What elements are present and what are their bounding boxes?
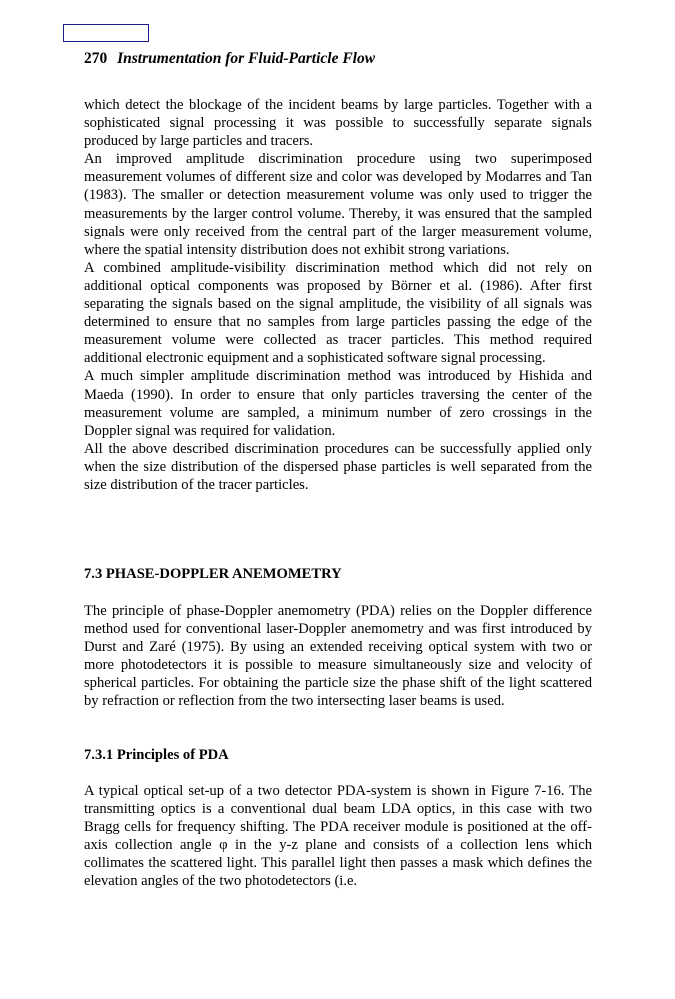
- text-block-discrimination: [84, 96, 592, 494]
- section-heading: 7.3 PHASE-DOPPLER ANEMOMETRY: [84, 566, 342, 582]
- text-block-pda-intro: [84, 602, 592, 711]
- paragraph: A typical optical set-up of a two detector PDA-system is shown in Figure 7-16. The transmitting optics is a conventional dual beam LDA optics, in this case with two Bragg cells for frequency shifting. The PDA receiver module is positioned at the off-axis collection angle φ in the y-z plane and consists of a collection lens which collimates the scattered light. This parallel light then passes a mask which defines the elevation angles of the two photodetectors (i.e.: [84, 783, 592, 890]
- subsection-heading: 7.3.1 Principles of PDA: [84, 747, 229, 763]
- page-number: 270: [84, 50, 108, 67]
- book-title: Instrumentation for Fluid-Particle Flow: [117, 50, 376, 67]
- running-header: [84, 50, 375, 68]
- paragraph: All the above described discrimination procedures can be successfully applied only when the size distribution of the dispersed phase particles is well separated from the size distribution of the tracer particles.: [84, 440, 592, 493]
- paragraph: A combined amplitude-visibility discrimination method which did not rely on additional optical components was proposed by Börner et al. (1986). After first separating the signals based on the signal amplitude, the visibility of all signals was determined to ensure that no samples from large particles passing the edge of the measurement volume were collected as tracer particles. This method required additional electronic equipment and a sophisticated software signal processing.: [84, 259, 592, 367]
- paragraph: A much simpler amplitude discrimination method was introduced by Hishida and Maeda (1990). In order to ensure that only particles traversing the center of the measurement volume are sampled, a minimum number of zero crossings in the Doppler signal was required for validation.: [84, 368, 592, 439]
- paragraph: An improved amplitude discrimination procedure using two superimposed measurement volumes of different size and color was developed by Modarres and Tan (1983). The smaller or detection measurement volume was only used to trigger the measurements by the larger control volume. Thereby, it was ensured that the sampled signals were only received from the central part of the larger measurement volume, where the spatial intensity distribution does not exhibit strong variations.: [84, 151, 592, 258]
- corner-frame-box: [63, 24, 149, 42]
- paragraph: The principle of phase-Doppler anemometry (PDA) relies on the Doppler difference method used for conventional laser-Doppler anemometry and was first introduced by Durst and Zaré (1975). By using an extended receiving optical system with two or more photodetectors it is possible to measure simultaneously size and velocity of spherical particles. For obtaining the particle size the phase shift of the light scattered by refraction or reflection from the two intersecting laser beams is used.: [84, 603, 592, 710]
- paragraph: which detect the blockage of the incident beams by large particles. Together with a sophisticated signal processing it was possible to successfully separate signals produced by large particles and tracers.: [84, 97, 592, 150]
- text-block-pda-principles: [84, 782, 592, 891]
